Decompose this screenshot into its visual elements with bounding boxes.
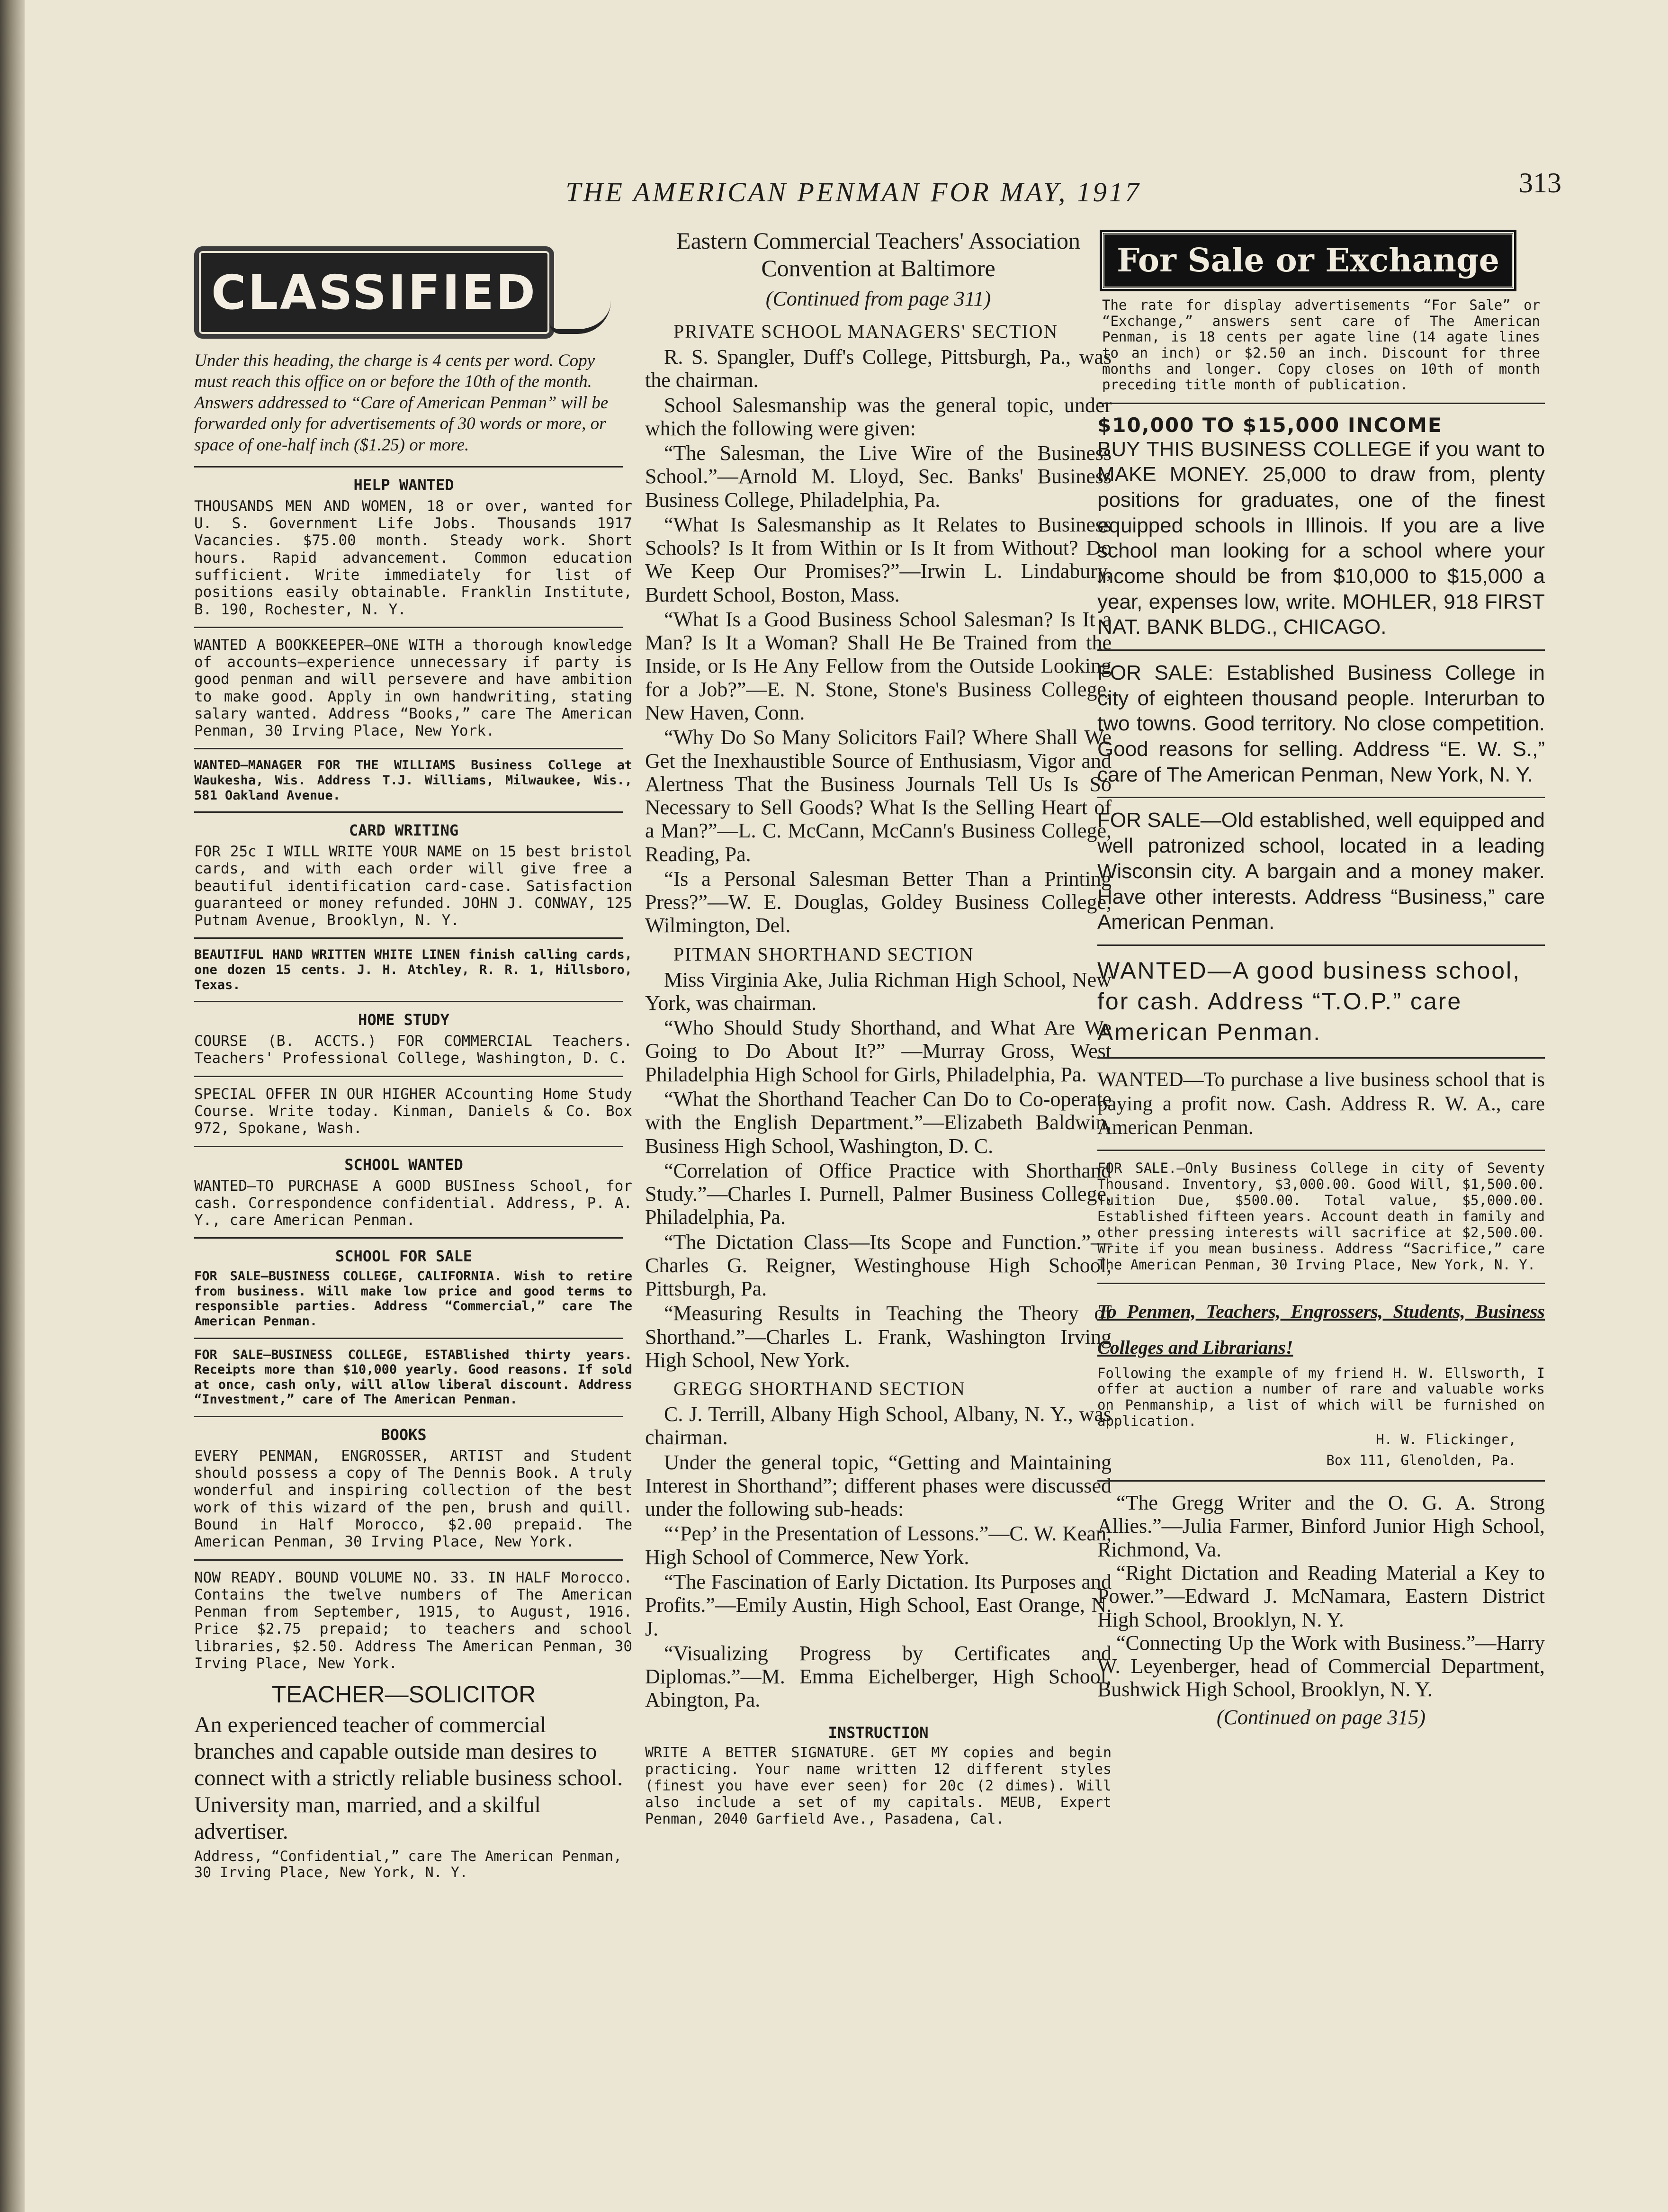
income-ad-body: BUY THIS BUSINESS COLLEGE if you want to MAKE MONEY. 25,000 to draw from, plenty positions for graduates, one of the finest equipped schools in Illinois. If you are a live school man looking for a school where your income should be from $10,000 to $15,000 a year, expenses low, write. MOHLER, 918 FIRST NAT. BANK BLDG., CHICAGO.	[1097, 437, 1545, 639]
classified-ad: COURSE (B. ACCTS.) FOR COMMERCIAL Teachers. Teachers' Professional College, Washington, D. C.	[194, 1033, 632, 1067]
penmen-notice-body: Following the example of my friend H. W. Ellsworth, I offer at auction a number of rare and valuable works on Penmanship, a list of which will be furnished on application.	[1097, 1365, 1545, 1430]
wanted-ad: WANTED—To purchase a live business school that is paying a profit now. Cash. Address R. W. A., care American Penman.	[1097, 1068, 1545, 1139]
divider	[1097, 1150, 1545, 1151]
instruction-ad: WRITE A BETTER SIGNATURE. GET MY copies and begin practicing. Your name written 12 different styles (finest you have ever seen) for 20c (2 dimes). Will also include a set of my capitals. MEUB, Expert Penman, 2040 Garfield Ave., Pasadena, Cal.	[645, 1744, 1112, 1827]
article-paragraph: School Salesmanship was the general topic, under which the following were given:	[645, 393, 1112, 440]
divider	[1097, 403, 1545, 404]
section-heading: PRIVATE SCHOOL MANAGERS' SECTION	[673, 321, 1058, 342]
article-paragraph: “Connecting Up the Work with Business.”—Harry W. Leyenberger, head of Commercial Department, Bushwick High School, Brooklyn, N. Y.	[1097, 1631, 1545, 1701]
divider	[194, 466, 623, 468]
article-paragraph: “‘Pep’ in the Presentation of Lessons.”—C. W. Kean, High School of Commerce, New York.	[645, 1522, 1112, 1569]
divider	[194, 1001, 623, 1002]
divider	[1097, 1480, 1545, 1482]
article-paragraph: “The Salesman, the Live Wire of the Business School.”—Arnold M. Lloyd, Sec. Banks' Business Business College, Philadelphia, Pa.	[645, 441, 1112, 512]
teacher-ad-address: Address, “Confidential,” care The American Penman, 30 Irving Place, New York, N. Y.	[194, 1848, 622, 1881]
section-heading: PITMAN SHORTHAND SECTION	[673, 943, 974, 965]
classified-ad: THOUSANDS MEN AND WOMEN, 18 or over, wanted for U. S. Government Life Jobs. Thousands 1917 Vacancies. $75.00 month. Steady work. Short hours. Rapid advancement. Common education sufficient. Write immediately for list of positions easily obtainable. Franklin Institute, B. 190, Rochester, N. Y.	[194, 497, 632, 618]
classified-intro: Under this heading, the charge is 4 cents per word. Copy must reach this office on or before the 10th of the month. Answers addressed to “Care of American Penman” will be forwarded only for advertisements of 30 words or more, or space of one-half inch ($1.25) or more.	[194, 351, 609, 455]
article-paragraph: “What the Shorthand Teacher Can Do to Co-operate with the English Department.”—Elizabeth Baldwin, Business High School, Washington, D. C.	[645, 1087, 1112, 1158]
teacher-ad-body: An experienced teacher of commercial branches and capable outside man desires to connect with a strictly reliable business school. University man, married, and a skilful advertiser.	[194, 1712, 623, 1844]
divider	[1097, 944, 1545, 946]
classified-logo	[194, 246, 554, 339]
classified-logo-text: CLASSIFIED	[211, 265, 538, 320]
article-paragraph: “The Fascination of Early Dictation. Its Purposes and Profits.”—Emily Austin, High School, East Orange, N. J.	[645, 1570, 1112, 1640]
section-heading: HELP WANTED	[353, 476, 454, 494]
for-sale-ad: FOR SALE: Established Business College in city of eighteen thousand people. Interurban to two towns. Good territory. No close competition. Good reasons for selling. Address “E. W. S.,” care of The American Penman, New York, N. Y.	[1097, 661, 1545, 786]
magazine-page	[25, 0, 1668, 2212]
article-paragraph: “Measuring Results in Teaching the Theory of Shorthand.”—Charles L. Frank, Washington Irving High School, New York.	[645, 1302, 1112, 1372]
section-heading: CARD WRITING	[349, 821, 459, 840]
classified-ad: FOR 25c I WILL WRITE YOUR NAME on 15 best bristol cards, and with each order will give free a beautiful identification card-case. Satisfaction guaranteed or money refunded. JOHN J. CONWAY, 125 Putnam Avenue, Brooklyn, N. Y.	[194, 843, 632, 929]
income-ad-heading: $10,000 TO $15,000 INCOME	[1097, 413, 1443, 437]
divider	[194, 1416, 623, 1417]
divider	[194, 937, 623, 939]
article-paragraph: “Is a Personal Salesman Better Than a Printing Press?”—W. E. Douglas, Goldey Business College, Wilmington, Del.	[645, 867, 1112, 937]
teacher-ad-title: TEACHER—SOLICITOR	[271, 1681, 536, 1708]
divider	[1097, 797, 1545, 798]
article-paragraph: C. J. Terrill, Albany High School, Albany, N. Y., was chairman.	[645, 1403, 1112, 1449]
section-heading: BOOKS	[381, 1425, 427, 1444]
classified-column	[175, 227, 632, 1881]
classified-ad: FOR SALE—BUSINESS COLLEGE, CALIFORNIA. Wish to retire from business. Will make low price and good terms to responsible parties. Address “Commercial,” care The American Penman.	[194, 1269, 632, 1329]
divider	[194, 1146, 623, 1147]
divider	[194, 1237, 623, 1239]
classified-ad: NOW READY. BOUND VOLUME NO. 33. IN HALF Morocco. Contains the twelve numbers of The American Penman from September, 1915, to August, 1916. Price $2.75 prepaid; to teachers and school libraries, $2.50. Address The American Penman, 30 Irving Place, New York.	[194, 1569, 632, 1672]
section-heading: GREGG SHORTHAND SECTION	[673, 1378, 966, 1400]
article-paragraph: “The Gregg Writer and the O. G. A. Strong Allies.”—Julia Farmer, Binford Junior High School, Richmond, Va.	[1097, 1491, 1545, 1561]
signature-address: Box 111, Glenolden, Pa.	[1326, 1452, 1516, 1468]
article-title: Eastern Commercial Teachers' Association Convention at Baltimore	[676, 227, 1080, 281]
wanted-ad: WANTED—A good business school, for cash. Address “T.O.P.” care American Penman.	[1097, 957, 1521, 1045]
divider	[194, 748, 623, 749]
divider	[1097, 649, 1545, 651]
article-paragraph: “The Dictation Class—Its Scope and Function.”—Charles G. Reigner, Westinghouse High School, Pittsburgh, Pa.	[645, 1230, 1112, 1301]
classified-ad: WANTED A BOOKKEEPER—ONE WITH a thorough knowledge of accounts—experience unnecessary if party is good penman and will persevere and have ambition to make good. Apply in own handwriting, stating salary wanted. Address “Books,” care The American Penman, 30 Irving Place, New York.	[194, 636, 632, 740]
classified-ad: SPECIAL OFFER IN OUR HIGHER ACcounting Home Study Course. Write today. Kinman, Daniels & Co. Box 972, Spokane, Wash.	[194, 1085, 632, 1137]
article-column	[645, 227, 1112, 1827]
page-number: 313	[1519, 167, 1561, 198]
rates-notice: The rate for display advertisements “For Sale” or “Exchange,” answers sent care of The American Penman, is 18 cents per agate line (14 agate lines to an inch) or $2.50 an inch. Discount for three months and longer. Copy closes on 10th of month preceding title month of publication.	[1102, 297, 1540, 393]
article-paragraph: Miss Virginia Ake, Julia Richman High School, New York, was chairman.	[645, 968, 1112, 1015]
for-sale-ad: FOR SALE.—Only Business College in city of Seventy Thousand. Inventory, $3,000.00. Good Will, $1,500.00. Tuition Due, $500.00. Total value, $5,000.00. Established fifteen years. Account death in family and other pressing interests will sacrifice at $2,500.00. Write if you mean business. Address “Sacrifice,” care The American Penman, 30 Irving Place, New York, N. Y.	[1097, 1160, 1545, 1273]
article-paragraph: “Who Should Study Shorthand, and What Are We Going to Do About It?” —Murray Gross, West Philadelphia High School for Girls, Philadelphia, Pa.	[645, 1016, 1112, 1086]
article-paragraph: “Right Dictation and Reading Material a Key to Power.”—Edward J. McNamara, Eastern District High School, Brooklyn, N. Y.	[1097, 1561, 1545, 1631]
classified-ad: WANTED—MANAGER FOR THE WILLIAMS Business College at Waukesha, Wis. Address T.J. Williams, Milwaukee, Wis., 581 Oakland Avenue.	[194, 758, 632, 803]
divider	[194, 1338, 623, 1339]
running-header: THE AMERICAN PENMAN FOR MAY, 1917	[565, 177, 1141, 207]
section-heading: SCHOOL FOR SALE	[335, 1247, 472, 1266]
divider	[1097, 1057, 1545, 1059]
divider	[194, 811, 623, 813]
article-paragraph: “What Is Salesmanship as It Relates to Business Schools? Is It from Within or Is It from Without? Do We Keep Our Promises?”—Irwin L. Lindabury, Burdett School, Boston, Mass.	[645, 513, 1112, 606]
continued-from: (Continued from page 311)	[765, 287, 991, 310]
article-paragraph: “Visualizing Progress by Certificates and Diplomas.”—M. Emma Eichelberger, High School, Abington, Pa.	[645, 1641, 1112, 1712]
for-sale-ad: FOR SALE—Old established, well equipped and well patronized school, located in a leading Wisconsin city. A bargain and a money maker. Have other interests. Address “Business,” care American Penman.	[1097, 809, 1545, 934]
continued-on: (Continued on page 315)	[1216, 1705, 1426, 1729]
article-paragraph: “What Is a Good Business School Salesman? Is It a Man? Is It a Woman? Shall He Be Trained from the Inside, or Is He Any Fellow from the Outside Looking for a Job?”—E. N. Stone, Stone's Business College, New Haven, Conn.	[645, 607, 1112, 724]
article-paragraph: “Why Do So Many Solicitors Fail? Where Shall We Get the Inexhaustible Source of Enthusiasm, Vigor and Alertness That the Business Journals Tell Us Is So Necessary to Sell Goods? What Is the Selling Heart of a Man?”—L. C. McCann, McCann's Business College, Reading, Pa.	[645, 726, 1112, 866]
article-paragraph: R. S. Spangler, Duff's College, Pittsburgh, Pa., was the chairman.	[645, 345, 1112, 392]
article-paragraph: Under the general topic, “Getting and Maintaining Interest in Shorthand”; different phases were discussed under the following sub-heads:	[645, 1450, 1112, 1521]
divider	[194, 1559, 623, 1561]
book-binding	[0, 0, 25, 2212]
divider	[1097, 1283, 1545, 1284]
divider	[194, 1076, 623, 1077]
classified-ad: WANTED—TO PURCHASE A GOOD BUSIness School, for cash. Correspondence confidential. Address, P. A. Y., care American Penman.	[194, 1177, 632, 1229]
classified-ad: EVERY PENMAN, ENGROSSER, ARTIST and Student should possess a copy of The Dennis Book. A truly wonderful and inspiring collection of the best work of this wizard of the pen, brush and quill. Bound in Half Morocco, $2.00 prepaid. The American Penman, 30 Irving Place, New York.	[194, 1447, 632, 1551]
classified-ad: BEAUTIFUL HAND WRITTEN WHITE LINEN finish calling cards, one dozen 15 cents. J. H. Atchley, R. R. 1, Hillsboro, Texas.	[194, 947, 632, 992]
for-sale-banner: For Sale or Exchange	[1102, 232, 1514, 289]
signature-name: H. W. Flickinger,	[1376, 1431, 1516, 1448]
divider	[194, 627, 623, 628]
penmen-notice-heading: To Penmen, Teachers, Engrossers, Students, Business Colleges and Librarians!	[1097, 1300, 1545, 1358]
section-heading: SCHOOL WANTED	[344, 1155, 463, 1174]
instruction-heading: INSTRUCTION	[828, 1723, 929, 1742]
logo-flourish	[549, 301, 611, 334]
for-sale-column	[1097, 227, 1545, 1729]
classified-ad: FOR SALE—BUSINESS COLLEGE, ESTABlished thirty years. Receipts more than $10,000 yearly. Good reasons. If sold at once, cash only, will allow liberal discount. Address “Investment,” care of The American Penman.	[194, 1347, 632, 1407]
article-paragraph: “Correlation of Office Practice with Shorthand Study.”—Charles I. Purnell, Palmer Business College, Philadelphia, Pa.	[645, 1159, 1112, 1229]
section-heading: HOME STUDY	[358, 1011, 449, 1029]
